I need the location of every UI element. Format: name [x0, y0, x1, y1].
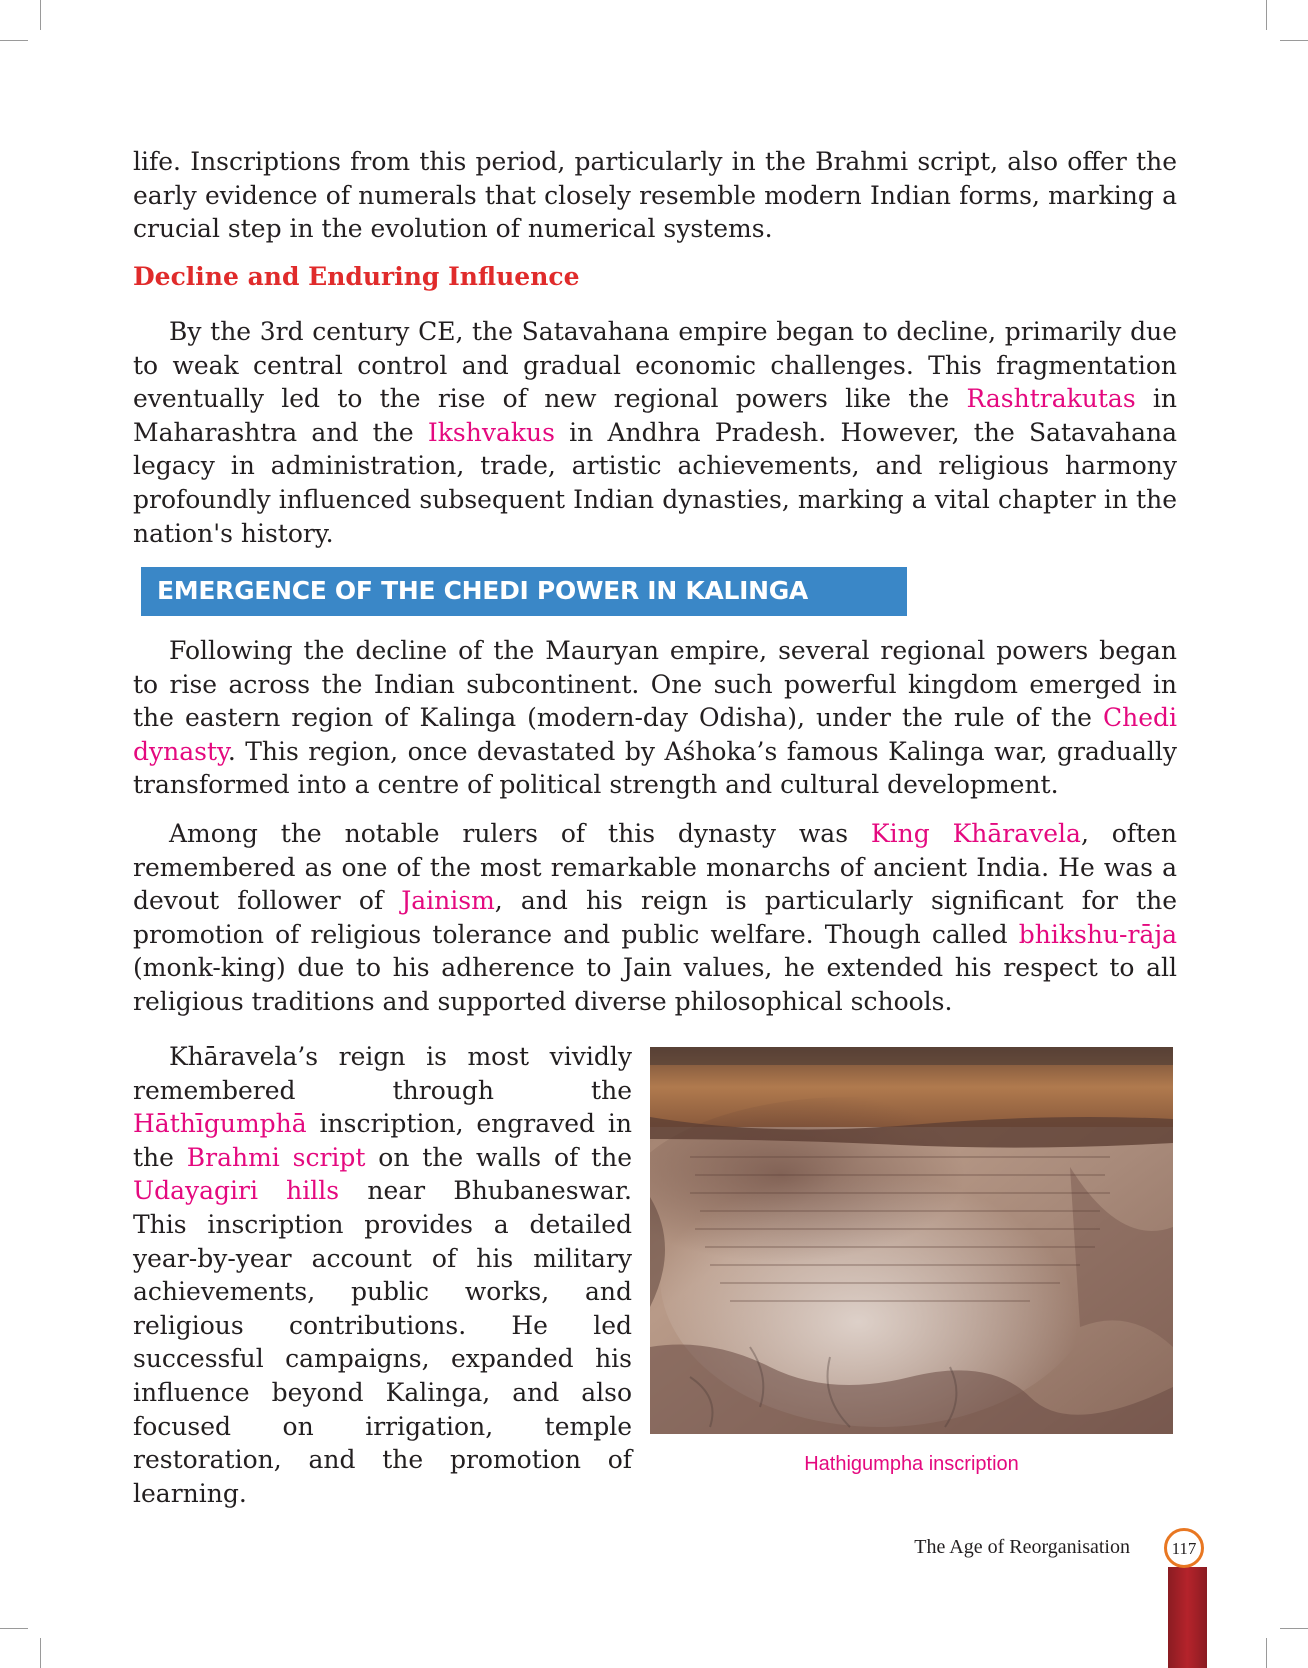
crop-mark [0, 1628, 28, 1629]
section-subheading: Decline and Enduring Influence [133, 262, 580, 291]
chedi-paragraph-3: Khāravela’s reign is most vividly remembered through the Hāthīgumphā inscription, engraved in the Brahmi script on the walls of the Udayagiri hills near Bhubaneswar. This inscription provides a detailed year-by-year account of his military achievements, public works, and religious contributions. He led successful campaigns, expanded his influence beyond Kalinga, and also focused on irrigation, temple restoration, and the promotion of learning. [133, 1042, 633, 1508]
term-udayagiri-hills: Udayagiri hills [133, 1176, 340, 1206]
crop-mark [40, 1638, 41, 1668]
inscription-photo [650, 1047, 1173, 1434]
crop-mark [1266, 0, 1267, 30]
page-number: 117 [1171, 1539, 1197, 1558]
page-tab-ribbon [1168, 1567, 1207, 1668]
crop-mark [1266, 1638, 1267, 1668]
crop-mark [1280, 1628, 1308, 1629]
term-king-kharavela: King Khāravela [870, 818, 1081, 848]
decline-paragraph: By the 3rd century CE, the Satavahana empire began to decline, primarily due to weak central control and gradual economic challenges. This fragmentation eventually led to the rise of new regional powers like the Rashtrakutas in Maharashtra and the Ikshvakus in Andhra Pradesh. However, the Satavahana legacy in administration, trade, artistic achievements, and religious harmony profoundly influenced subsequent Indian dynasties, marking a vital chapter in the nation's history. [133, 317, 1178, 548]
top-paragraph-block [133, 145, 1177, 246]
section-banner-title: EMERGENCE OF THE CHEDI POWER IN KALINGA [157, 576, 808, 605]
chedi-paragraph-1: Following the decline of the Mauryan empire, several regional powers began to rise across the Indian subcontinent. One such powerful kingdom emerged in the eastern region of Kalinga (modern-day Odisha), under the rule of the Chedi dynasty. This region, once devastated by Aśhoka’s famous Kalinga war, gradually transformed into a centre of political strength and cultural development. [133, 636, 1177, 800]
crop-mark [0, 40, 28, 41]
chedi-paragraph-2: Among the notable rulers of this dynasty was King Khāravela, often remembered as one of the most remarkable monarchs of ancient India. He was a devout follower of Jainism, and his reign is particularly significant for the promotion of religious tolerance and public welfare. Though called bhikshu-rāja (monk-king) due to his adherence to Jain values, he extended his respect to all religious traditions and supported diverse philosophical schools. [133, 818, 1178, 1016]
continuation-paragraph: life. Inscriptions from this period, particularly in the Brahmi script, also offer the early evidence of numerals that closely resemble modern Indian forms, marking a crucial step in the evolution of numerical systems. [133, 147, 1177, 244]
term-hathigumpha: Hāthīgumphā [133, 1109, 307, 1139]
chedi-paragraph-3-block [133, 1040, 632, 1510]
page-number-badge [1164, 1528, 1204, 1568]
term-jainism: Jainism [401, 886, 495, 916]
term-ikshvakus: Ikshvakus [427, 417, 555, 447]
figure-caption: Hathigumpha inscription [804, 1453, 1019, 1475]
crop-mark [40, 0, 41, 30]
term-bhikshu-raja: bhikshu-rāja [1018, 919, 1177, 949]
term-rashtrakutas: Rashtrakutas [966, 384, 1136, 414]
term-chedi-dynasty: Chedi dynasty [133, 703, 1177, 766]
section-banner [141, 567, 907, 616]
term-brahmi-script: Brahmi script [186, 1142, 366, 1172]
footer-chapter-title: The Age of Reorganisation [914, 1536, 1130, 1558]
rock-inscription-illustration [650, 1047, 1173, 1434]
crop-mark [1280, 40, 1308, 41]
decline-paragraph-block [133, 315, 1177, 550]
chedi-paragraph-block [133, 634, 1177, 1019]
